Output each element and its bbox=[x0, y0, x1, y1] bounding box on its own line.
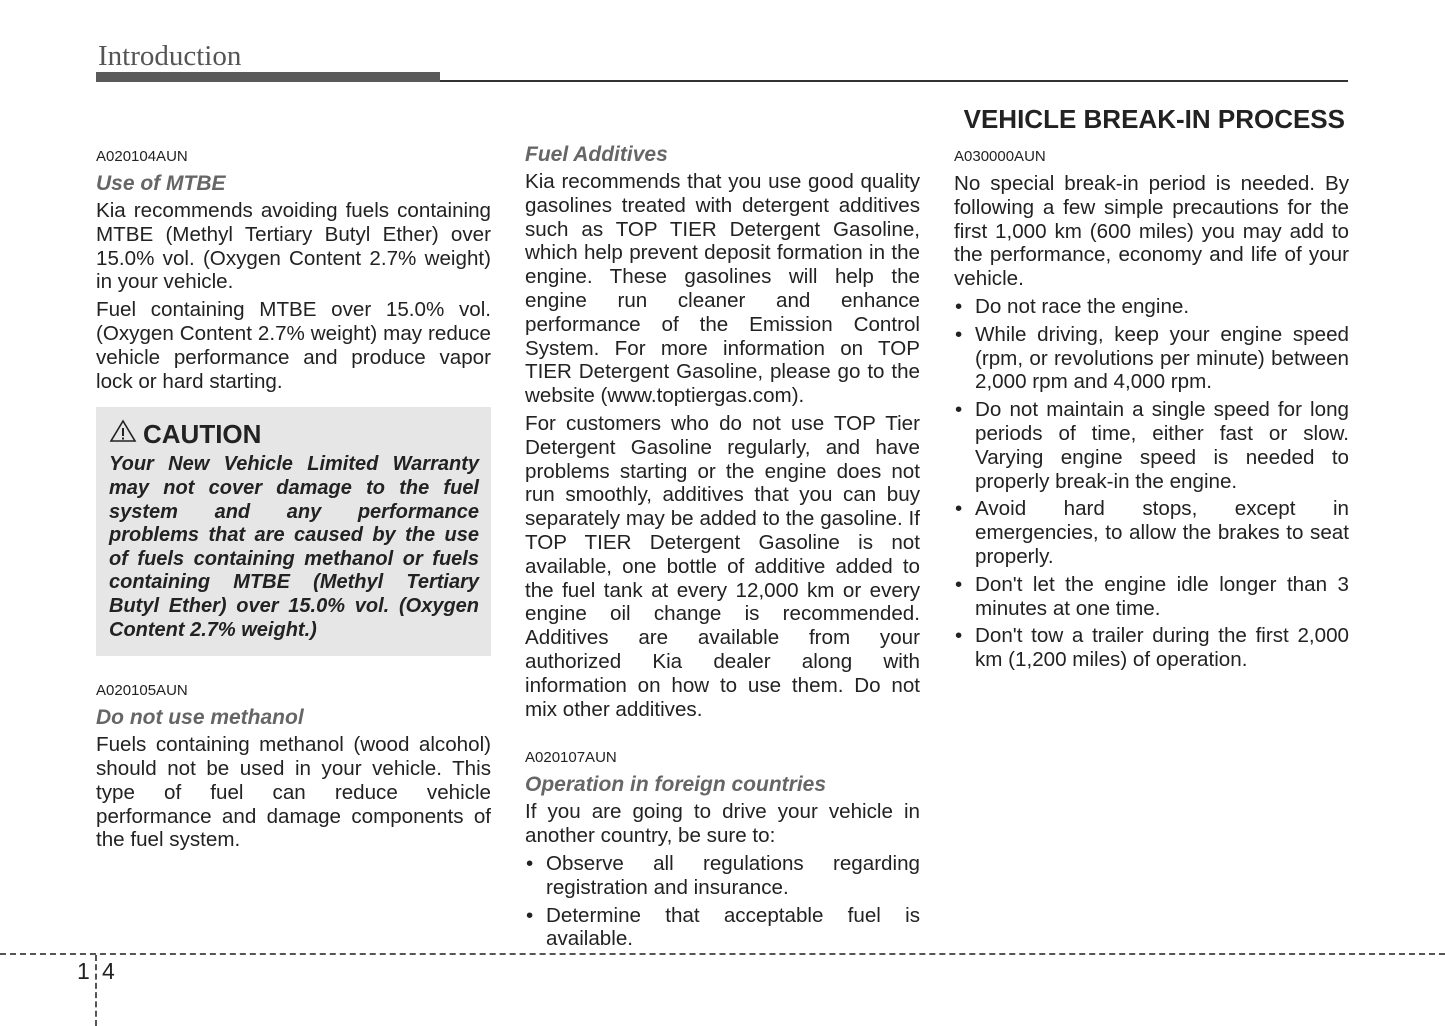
list-item: • Don't tow a trailer during the first 2,000 km (1,200 miles) of operation. bbox=[954, 624, 1349, 672]
page-heading: VEHICLE BREAK-IN PROCESS bbox=[963, 104, 1345, 134]
list-item: • Do not race the engine. bbox=[954, 295, 1349, 319]
subheading-foreign-countries: Operation in foreign countries bbox=[525, 773, 827, 797]
list-item: • Do not maintain a single speed for long periods of time, either fast or slow. Varying engine speed is needed to properly break-in the engine. bbox=[954, 398, 1349, 493]
column-middle bbox=[525, 143, 920, 955]
bullet-list bbox=[525, 852, 920, 951]
column-left bbox=[96, 146, 491, 856]
caution-title: CAUTION bbox=[143, 419, 262, 450]
subheading-mtbe: Use of MTBE bbox=[96, 172, 226, 195]
subheading-fuel-additives: Fuel Additives bbox=[525, 143, 668, 166]
section-code: A030000AUN bbox=[954, 148, 1046, 165]
section-code: A020105AUN bbox=[96, 682, 188, 700]
paragraph: If you are going to drive your vehicle in another country, be sure to: bbox=[525, 800, 920, 848]
warning-triangle-icon bbox=[109, 419, 137, 449]
toptiergas-link[interactable]: www.toptiergas.com bbox=[607, 384, 792, 408]
section-code: A020107AUN bbox=[525, 749, 617, 767]
bullet-list bbox=[954, 295, 1349, 672]
footer-rule bbox=[0, 953, 1445, 955]
subheading-methanol: Do not use methanol bbox=[96, 706, 304, 730]
footer-divider bbox=[95, 955, 97, 1026]
paragraph: For customers who do not use TOP Tier Detergent Gasoline regularly, and have problems starting or the engine does not run smoothly, additives that you can buy separately may be added to the gasoline. If TOP TIER Detergent Gasoline is not available, one bottle of additive added to the fuel tank at every 12,000 km or every engine oil change is recommended. Additives are available from your authorized Kia dealer along with information on how to use them. Do not mix other additives. bbox=[525, 411, 920, 721]
list-item: • While driving, keep your engine speed (rpm, or revolutions per minute) between 2,000 rpm and 4,000 rpm. bbox=[954, 323, 1349, 394]
list-item: • Don't let the engine idle longer than 3 minutes at one time. bbox=[954, 573, 1349, 621]
header-bar bbox=[96, 72, 440, 82]
caution-box bbox=[96, 407, 491, 656]
paragraph: Fuel containing MTBE over 15.0% vol. (Oxygen Content 2.7% weight) may reduce vehicle performance and produce vapor lock or hard starting. bbox=[96, 298, 491, 393]
header-rule bbox=[440, 80, 1348, 82]
section-title: Introduction bbox=[98, 40, 242, 72]
section-code: A020104AUN bbox=[96, 148, 188, 165]
list-item: • Avoid hard stops, except in emergencies, to allow the brakes to seat properly. bbox=[954, 497, 1349, 568]
paragraph: No special break-in period is needed. By following a few simple precautions for the first 1,000 km (600 miles) you may add to the performance, economy and life of your vehicle. bbox=[954, 172, 1349, 291]
caution-text: Your New Vehicle Limited Warranty may not cover damage to the fuel system and any performance problems that are caused by the use of fuels containing methanol or fuels containing MTBE (Methyl Tertiary Butyl Ether) over 15.0% vol. (Oxygen Content 2.7% weight.) bbox=[109, 453, 479, 641]
paragraph: Kia recommends that you use good quality gasolines treated with detergent additives such as TOP TIER Detergent Gasoline, which help prevent deposit formation in the engine. These gasolines will help the engine run cleaner and enhance performance of the Emission Control System. For more information on TOP TIER Detergent Gasoline, please go to the website (www.toptiergas.com). bbox=[525, 170, 920, 408]
section-number: 1 bbox=[77, 958, 90, 984]
column-right bbox=[954, 146, 1349, 676]
page-number: 4 bbox=[102, 958, 115, 984]
list-item: • Observe all regulations regarding registration and insurance. bbox=[525, 852, 920, 900]
paragraph: Fuels containing methanol (wood alcohol) should not be used in your vehicle. This type of fuel can reduce vehicle performance and damage components of the fuel system. bbox=[96, 733, 491, 852]
list-item: • Determine that acceptable fuel is available. bbox=[525, 904, 920, 952]
paragraph: Kia recommends avoiding fuels containing MTBE (Methyl Tertiary Butyl Ether) over 15.0% vol. (Oxygen Content 2.7% weight) in your vehicle. bbox=[96, 199, 491, 294]
